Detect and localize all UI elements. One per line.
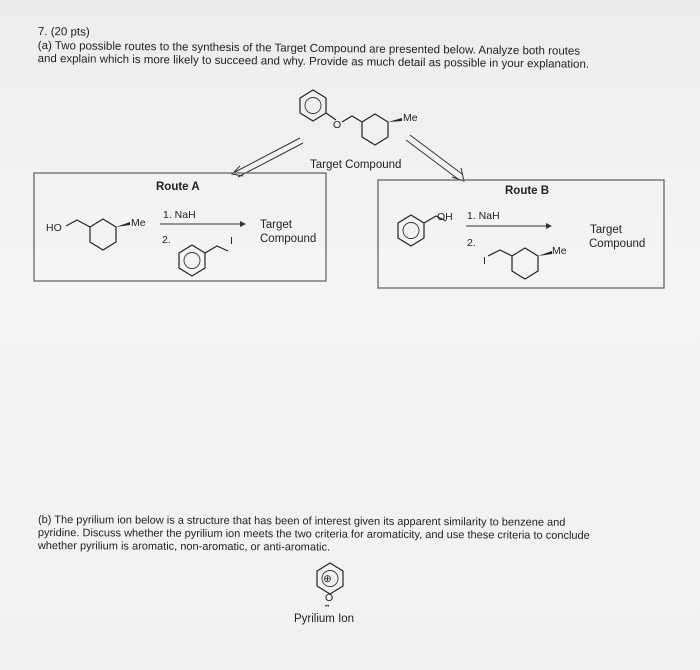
target-compound-label: Target Compound (310, 159, 402, 171)
part-b-line-1: (b) The pyrilium ion below is a structure that has been of interest given its apparent similarity to benzene and (37, 514, 566, 529)
aromatic-circle (305, 98, 321, 114)
target-methyl-label: Me (403, 112, 418, 124)
ring-oxygen-label: O (325, 592, 334, 604)
bond (488, 250, 512, 256)
aromatic-circle (184, 253, 200, 269)
arrowhead (240, 221, 246, 227)
route-a-iodide-label: I (230, 235, 233, 247)
route-b-step-2: 2. (467, 237, 476, 249)
target-compound-structure (300, 90, 418, 145)
wedge-bond (538, 251, 552, 256)
arrowhead (546, 223, 552, 229)
route-a-methyl-label: Me (131, 217, 146, 229)
route-a-hydroxy-label: HO (46, 222, 62, 234)
route-b-methyl-label: Me (552, 245, 567, 257)
bond (66, 220, 90, 227)
bond (205, 246, 228, 253)
cyclohexane-ring (512, 248, 538, 279)
part-a-prompt-line-2: and explain which is more likely to succeed and why. Provide as much detail as possible in your explanation. (37, 52, 590, 71)
pyrilium-ion-label: Pyrilium Ion (294, 613, 355, 625)
route-a-step-1: 1. NaH (163, 209, 196, 221)
cyclohexane-ring (362, 114, 388, 145)
aromatic-circle (403, 223, 419, 239)
benzene-ring (179, 245, 205, 276)
question-number: 7. (20 pts) (37, 26, 90, 39)
target-oxygen-label: O (333, 119, 342, 131)
route-b-hydroxy-label: OH (437, 211, 453, 223)
route-a-retro-arrow (232, 138, 303, 177)
route-a-reactant (46, 217, 146, 250)
benzyl-iodide-structure (179, 235, 233, 276)
part-b-line-2: pyridine. Discuss whether the pyrilium ion meets the two criteria for aromaticity, and use these criteria to conclude (37, 526, 590, 542)
route-b-product-line-2: Compound (589, 238, 646, 250)
cyclohexane-ring (90, 219, 116, 250)
wedge-bond (388, 118, 402, 122)
lone-pair-icon: •• (325, 604, 330, 610)
route-b-iodide-label: I (483, 255, 486, 267)
cyclohexylmethyl-iodide-structure (483, 245, 567, 279)
route-b-product-line-1: Target (590, 224, 622, 236)
route-b-step-1: 1. NaH (467, 210, 500, 222)
pyrilium-ion-structure (317, 563, 343, 610)
part-b-line-3: whether pyrilium is aromatic, non-aromatic, or anti-aromatic. (37, 539, 331, 554)
route-b-title: Route B (505, 185, 550, 197)
part-b-prompt (38, 514, 668, 556)
benzyl-alcohol-structure (398, 211, 453, 246)
part-a-prompt-line-1: (a) Two possible routes to the synthesis of the Target Compound are presented below. Analyze both routes (37, 39, 581, 58)
positive-charge-icon: ⊕ (323, 573, 332, 585)
benzene-ring (300, 90, 326, 121)
route-a-title: Route A (156, 181, 200, 193)
wedge-bond (116, 222, 130, 227)
route-a-product-line-1: Target (260, 219, 292, 231)
route-a-step-2: 2. (162, 234, 171, 246)
route-b-retro-arrow (406, 135, 464, 181)
route-a-product-line-2: Compound (260, 233, 317, 245)
benzene-ring (398, 215, 424, 246)
ether-chain (342, 116, 362, 122)
